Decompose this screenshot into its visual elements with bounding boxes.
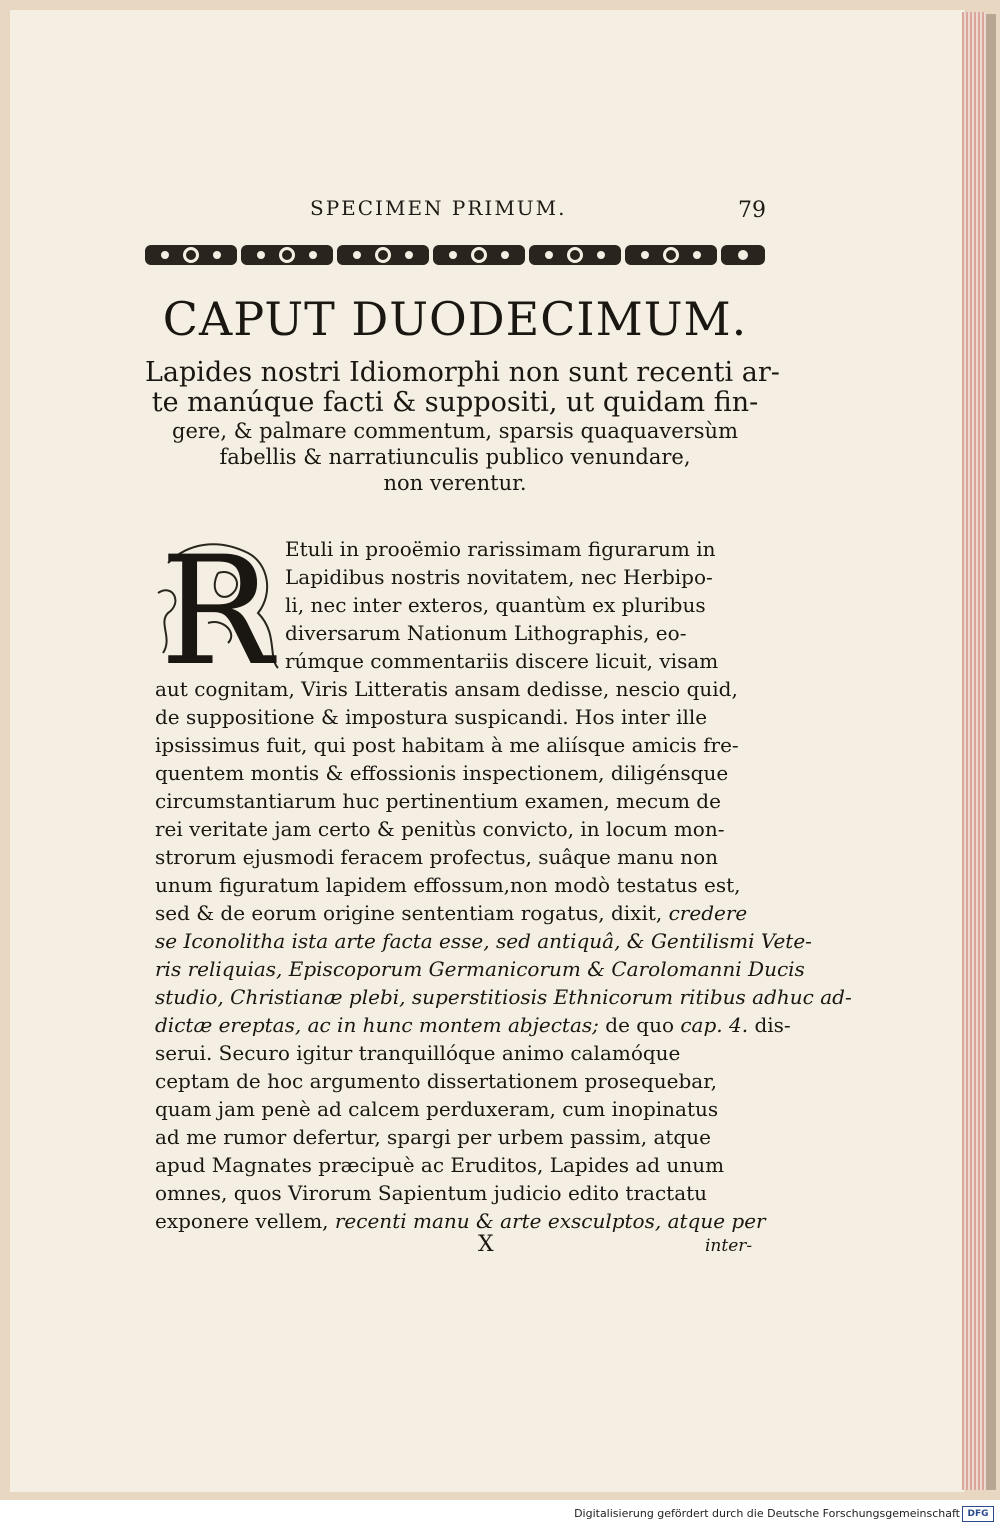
text-line: de suppositione & impostura suspicandi. Hos inter ille xyxy=(155,705,708,729)
page-number: 79 xyxy=(738,198,766,223)
text-line: unum figuratum lapidem effossum,non modò testatus est, xyxy=(155,873,741,897)
text-line: Etuli in prooëmio rarissimam figurarum in xyxy=(285,537,716,561)
text-line: li, nec inter exteros, quantùm ex pluribus xyxy=(285,593,706,617)
text-line: serui. Securo igitur tranquillóque animo calamóque xyxy=(155,1041,681,1065)
summary-line: non verentur. xyxy=(383,471,527,495)
text-line: strorum ejusmodi feracem profectus, suâque manu non xyxy=(155,845,718,869)
chapter-title: CAPUT DUODECIMUM. xyxy=(162,292,748,346)
text-line xyxy=(155,1207,766,1235)
text-line: studio, Christianæ plebi, superstitiosis Ethnicorum ritibus adhuc ad- xyxy=(155,985,852,1009)
svg-text:R: R xyxy=(160,533,273,673)
signature-mark: X xyxy=(478,1232,494,1257)
italic-segment: cap. 4. xyxy=(680,1013,749,1037)
decorated-initial-icon xyxy=(148,533,284,673)
dfg-logo-icon: DFG xyxy=(962,1506,994,1522)
running-head: SPECIMEN PRIMUM. xyxy=(310,196,567,220)
text-line xyxy=(155,1011,791,1039)
page-edges xyxy=(962,12,986,1490)
text-segment: sed & de eorum origine sententiam rogatus, dixit, xyxy=(155,901,663,925)
footer-credit: Digitalisierung gefördert durch die Deutsche Forschungsgemeinschaft xyxy=(574,1507,960,1520)
summary-line: gere, & palmare commentum, sparsis quaquaversùm xyxy=(172,419,738,443)
text-line: ipsissimus fuit, qui post habitam à me aliísque amicis fre- xyxy=(155,733,739,757)
summary-line: fabellis & narratiunculis publico venundare, xyxy=(219,445,691,469)
italic-segment: dictæ ereptas, ac in hunc montem abjectas; xyxy=(155,1013,599,1037)
text-line: aut cognitam, Viris Litteratis ansam dedisse, nescio quid, xyxy=(155,677,738,701)
text-line: quentem montis & effossionis inspectionem, diligénsque xyxy=(155,761,729,785)
book-cover-edge xyxy=(986,14,996,1490)
text-line: rei veritate jam certo & penitùs convicto, in locum mon- xyxy=(155,817,725,841)
text-line: quam jam penè ad calcem perduxeram, cum inopinatus xyxy=(155,1097,719,1121)
summary-line: Lapides nostri Idiomorphi non sunt recenti ar- xyxy=(145,357,780,388)
text-line: apud Magnates præcipuè ac Eruditos, Lapides ad unum xyxy=(155,1153,725,1177)
chapter-summary xyxy=(145,357,780,496)
text-line: ceptam de hoc argumento dissertationem prosequebar, xyxy=(155,1069,717,1093)
text-line: omnes, quos Virorum Sapientum judicio edito tractatu xyxy=(155,1181,708,1205)
text-line: diversarum Nationum Lithographis, eo- xyxy=(285,621,687,645)
text-segment: dis- xyxy=(754,1013,791,1037)
catch-word: inter- xyxy=(705,1236,753,1256)
text-line: Lapidibus nostris novitatem, nec Herbipo- xyxy=(285,565,713,589)
ornament-band-icon xyxy=(145,237,765,273)
text-line: ad me rumor defertur, spargi per urbem passim, atque xyxy=(155,1125,711,1149)
summary-line: te manúque facti & suppositi, ut quidam fin- xyxy=(151,387,759,418)
text-segment: de quo xyxy=(605,1013,674,1037)
italic-segment: recenti manu & arte exsculptos, atque per xyxy=(334,1209,766,1233)
text-line xyxy=(155,899,747,927)
italic-segment: credere xyxy=(668,901,748,925)
text-line: ris reliquias, Episcoporum Germanicorum & Carolomanni Ducis xyxy=(155,957,805,981)
text-segment: exponere vellem, xyxy=(155,1209,329,1233)
footer-bar xyxy=(0,1500,1000,1527)
text-line: rúmque commentariis discere licuit, visam xyxy=(285,649,719,673)
text-line: se Iconolitha ista arte facta esse, sed antiquâ, & Gentilismi Vete- xyxy=(155,929,812,953)
text-line: circumstantiarum huc pertinentium examen, mecum de xyxy=(155,789,721,813)
